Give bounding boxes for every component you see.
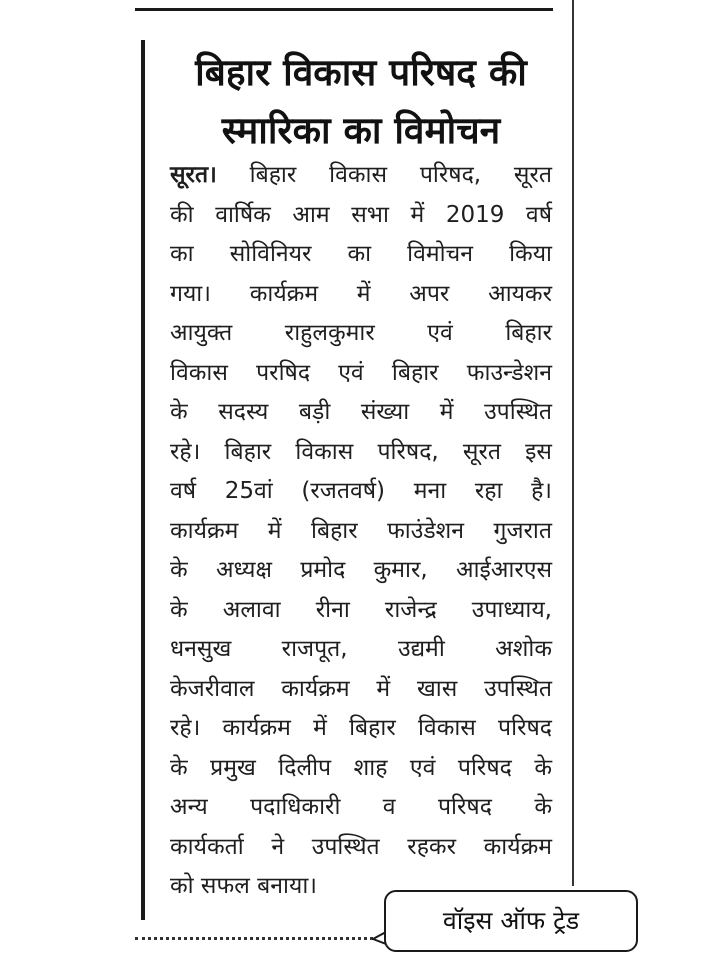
headline bbox=[160, 44, 562, 160]
body-line-6: विकास परषिद एवं बिहार फाउन्डेशन bbox=[170, 359, 552, 386]
source-tag: वॉइस ऑफ ट्रेड bbox=[384, 890, 638, 952]
article-left-bar bbox=[141, 40, 145, 920]
top-rule bbox=[135, 8, 553, 11]
body-line-9: वर्ष 25वां (रजतवर्ष) मना रहा है। bbox=[170, 478, 552, 504]
body-line-11: के अध्यक्ष प्रमोद कुमार, आईआरएस bbox=[170, 557, 552, 583]
body-line-14: केजरीवाल कार्यक्रम में खास उपस्थित bbox=[170, 675, 552, 702]
body-line-17: अन्य पदाधिकारी व परिषद के bbox=[170, 794, 552, 820]
body-line-15: रहे। कार्यक्रम में बिहार विकास परिषद bbox=[170, 715, 552, 741]
headline-line-1: बिहार विकास परिषद की bbox=[195, 51, 527, 94]
body-line-12: के अलावा रीना राजेन्द्र उपाध्याय, bbox=[170, 596, 552, 623]
body-line-18: कार्यकर्ता ने उपस्थित रहकर कार्यक्रम bbox=[170, 833, 552, 860]
body-line-1-text: बिहार विकास परिषद, सूरत bbox=[216, 162, 552, 188]
body-line-7: के सदस्य बड़ी संख्या में उपस्थित bbox=[170, 399, 552, 425]
dotted-rule bbox=[135, 937, 385, 940]
headline-line-2: स्मारिका का विमोचन bbox=[221, 109, 501, 152]
body-line-19: को सफल बनाया। bbox=[170, 873, 317, 899]
body-line-4: गया। कार्यक्रम में अपर आयकर bbox=[170, 280, 552, 307]
article-body bbox=[170, 156, 552, 907]
column-rule bbox=[572, 0, 574, 886]
body-line-10: कार्यक्रम में बिहार फाउंडेशन गुजरात bbox=[170, 517, 552, 544]
body-line-5: आयुक्त राहुलकुमार एवं बिहार bbox=[170, 320, 552, 346]
body-line-13: धनसुख राजपूत, उद्यमी अशोक bbox=[170, 636, 552, 662]
dateline: सूरत। bbox=[170, 162, 217, 188]
body-line-1 bbox=[170, 156, 552, 196]
body-line-16: के प्रमुख दिलीप शाह एवं परिषद के bbox=[170, 754, 552, 781]
body-line-2: की वार्षिक आम सभा में 2019 वर्ष bbox=[170, 201, 552, 228]
body-line-3: का सोविनियर का विमोचन किया bbox=[170, 241, 552, 267]
body-line-8: रहे। बिहार विकास परिषद, सूरत इस bbox=[170, 438, 552, 465]
